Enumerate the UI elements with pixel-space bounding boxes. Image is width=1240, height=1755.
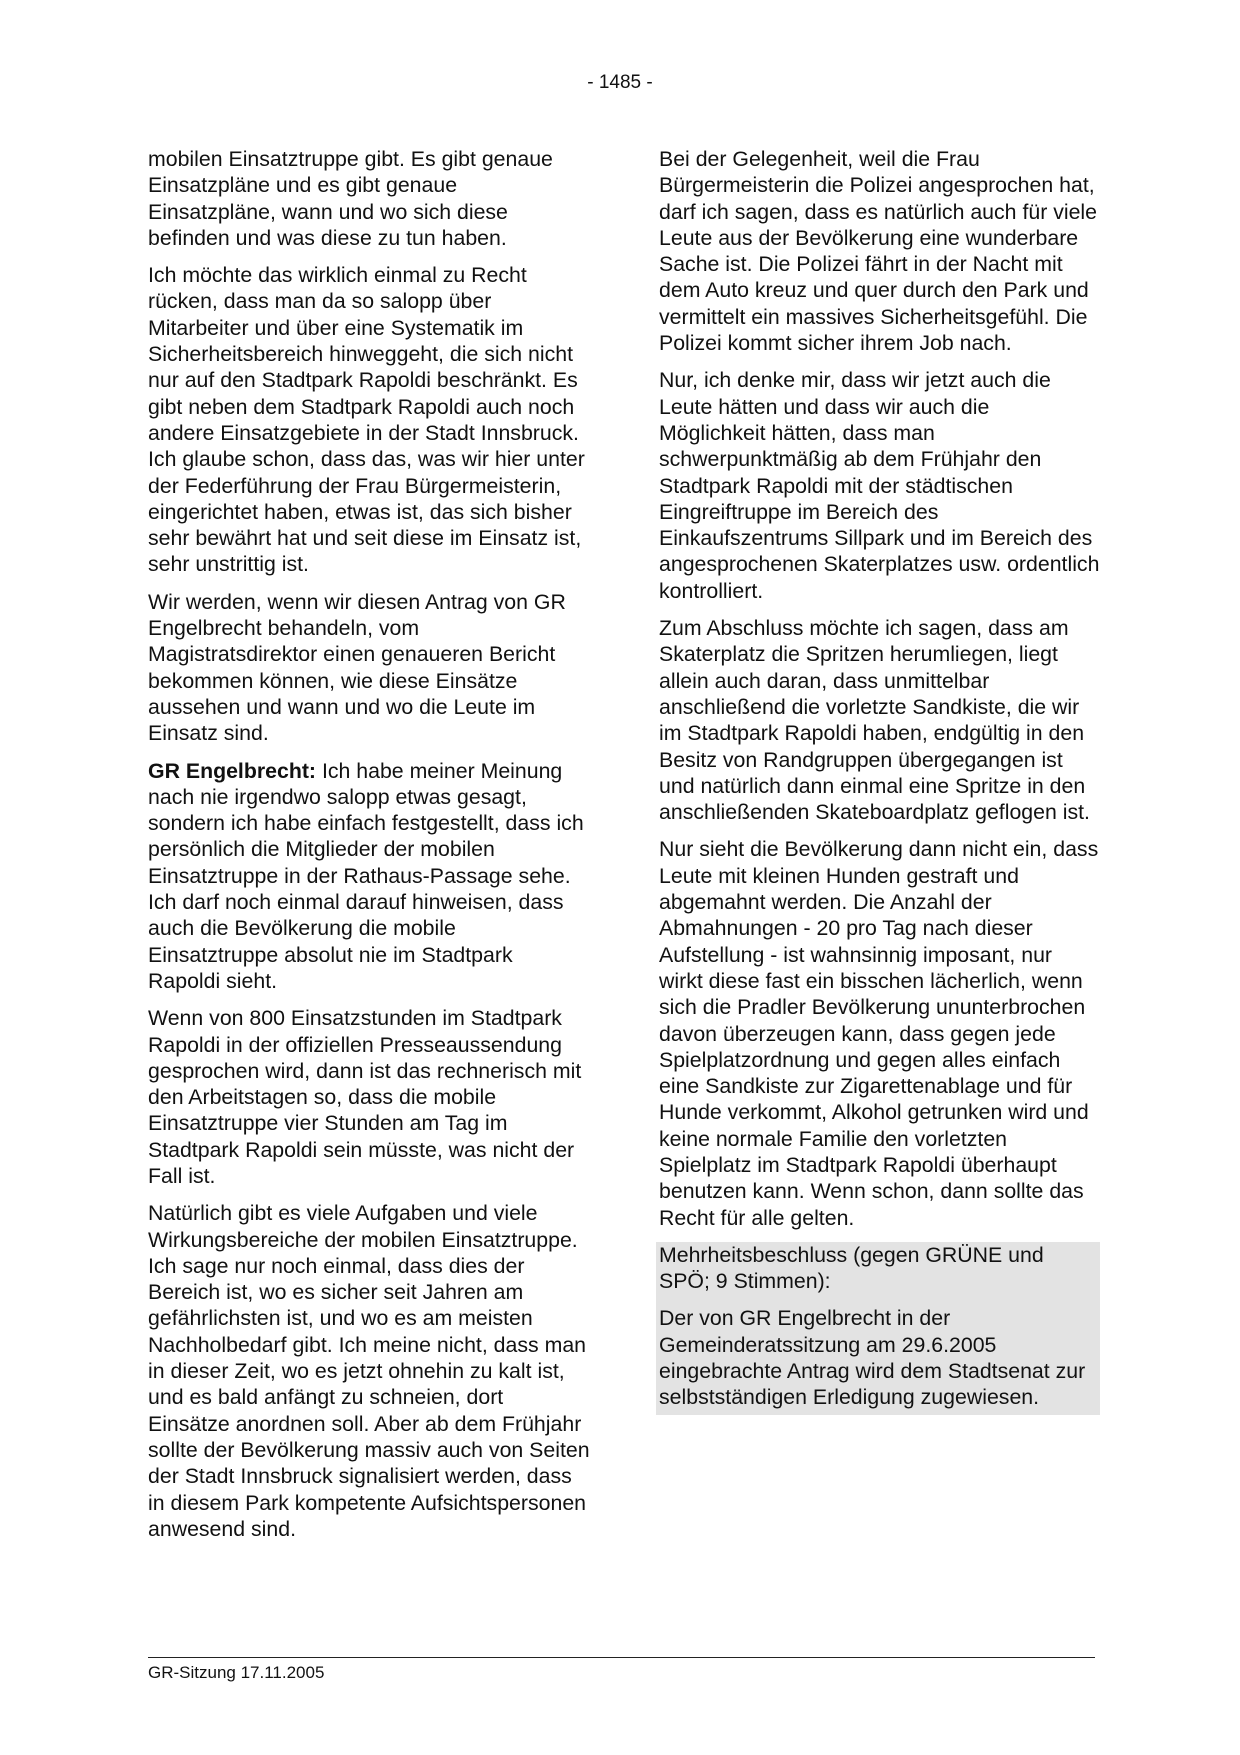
speaker-statement: Ich habe meiner Meinung nach nie irgendwo salopp etwas gesagt, sondern ich habe einfach festgestellt, dass ich persönlich die Mitglieder der mobilen Einsatztruppe in der Rathaus-Passage sehe. Ich darf noch einmal darauf hinweisen, dass auch die Bevölkerung die mobile Einsatztruppe absolut nie im Stadtpark Rapoldi sieht. — [148, 758, 584, 993]
left-column — [148, 146, 590, 1553]
left-paragraph-2: Ich möchte das wirklich einmal zu Recht rücken, dass man da so salopp über Mitarbeiter und über eine Systematik im Sicherheitsbereich hinweggeht, die sich nicht nur auf den Stadtpark Rapoldi beschränkt. Es gibt neben dem Stadtpark Rapoldi auch noch andere Einsatzgebiete in der Stadt Innsbruck. Ich glaube schon, dass das, was wir hier unter der Federführung der Frau Bürgermeisterin, eingerichtet haben, etwas ist, das sich bisher sehr bewährt hat und seit diese im Einsatz ist, sehr unstrittig ist. — [148, 263, 585, 577]
right-paragraph-4: Nur sieht die Bevölkerung dann nicht ein, dass Leute mit kleinen Hunden gestraft und abgemahnt werden. Die Anzahl der Abmahnungen - 20 pro Tag nach dieser Aufstellung - ist wahnsinnig imposant, nur wirkt diese fast ein bisschen lächerlich, wenn sich die Pradler Bevölkerung ununterbrochen davon überzeugen kann, dass gegen jede Spielplatzordnung und gegen alles einfach eine Sandkiste zur Zigarettenablage und für Hunde verkommt, Alkohol getrunken wird und keine normale Familie den vorletzten Spielplatz im Stadtpark Rapoldi überhaupt benutzen kann. Wenn schon, dann sollte das Recht für alle gelten. — [659, 837, 1099, 1230]
left-paragraph-1: mobilen Einsatztruppe gibt. Es gibt genaue Einsatzpläne und es gibt genaue Einsatzpläne, wann und wo sich diese befinden und was diese zu tun haben. — [148, 147, 553, 250]
footer-divider — [148, 1657, 1095, 1658]
right-paragraph-1: Bei der Gelegenheit, weil die Frau Bürgermeisterin die Polizei angesprochen hat, darf ich sagen, dass es natürlich auch für viele Leute aus der Bevölkerung eine wunderbare Sache ist. Die Polizei fährt in der Nacht mit dem Auto kreuz und quer durch den Park und vermittelt ein massives Sicherheitsgefühl. Die Polizei kommt sicher ihrem Job nach. — [659, 147, 1098, 356]
left-paragraph-6: Natürlich gibt es viele Aufgaben und viele Wirkungsbereiche der mobilen Einsatztruppe. Ich sage nur noch einmal, dass dies der Bereich ist, wo es sicher seit Jahren am gefährlichsten ist, und wo es am meisten Nachholbedarf gibt. Ich meine nicht, dass man in dieser Zeit, wo es jetzt ohnehin zu kalt ist, und es bald anfängt zu schneien, dort Einsätze anordnen soll. Aber ab dem Frühjahr sollte der Bevölkerung massiv auch von Seiten der Stadt Innsbruck signalisiert werden, dass in diesem Park kompetente Aufsichtspersonen anwesend sind. — [148, 1201, 590, 1541]
resolution-box — [656, 1242, 1100, 1415]
left-paragraph-3: Wir werden, wenn wir diesen Antrag von GR Engelbrecht behandeln, vom Magistratsdirektor einen genaueren Bericht bekommen können, wie diese Einsätze aussehen und wann und wo die Leute im Einsatz sind. — [148, 589, 566, 746]
right-column — [659, 146, 1101, 1415]
resolution-vote: Mehrheitsbeschluss (gegen GRÜNE und SPÖ; 9 Stimmen): — [659, 1242, 1044, 1294]
right-paragraph-2: Nur, ich denke mir, dass wir jetzt auch die Leute hätten und dass wir auch die Möglichkeit hätten, dass man schwerpunktmäßig ab dem Frühjahr den Stadtpark Rapoldi mit der städtischen Eingreiftruppe im Bereich des Einkaufszentrums Sillpark und im Bereich des angesprochenen Skaterplatzes usw. ordentlich kontrolliert. — [659, 368, 1100, 603]
left-paragraph-5: Wenn von 800 Einsatzstunden im Stadtpark Rapoldi in der offiziellen Presseaussendung gesprochen wird, dann ist das rechnerisch mit den Arbeitstagen so, dass die mobile Einsatztruppe vier Stunden am Tag im Stadtpark Rapoldi sein müsste, was nicht der Fall ist. — [148, 1006, 582, 1188]
left-paragraph-4 — [148, 758, 590, 995]
page-number: - 1485 - — [587, 72, 653, 93]
right-paragraph-3: Zum Abschluss möchte ich sagen, dass am Skaterplatz die Spritzen herumliegen, liegt allein auch daran, dass unmittelbar anschließend die vorletzte Sandkiste, die wir im Stadtpark Rapoldi haben, endgültig in den Besitz von Randgruppen übergegangen ist und natürlich dann einmal eine Spritze in den anschließenden Skateboardplatz geflogen ist. — [659, 616, 1090, 825]
resolution-decision: Der von GR Engelbrecht in der Gemeinderatssitzung am 29.6.2005 eingebrachte Antrag wird dem Stadtsenat zur selbstständigen Erledigung zugewiesen. — [659, 1306, 1086, 1410]
speaker-label: GR Engelbrecht: — [148, 758, 317, 783]
footer-session-label: GR-Sitzung 17.11.2005 — [148, 1663, 325, 1682]
